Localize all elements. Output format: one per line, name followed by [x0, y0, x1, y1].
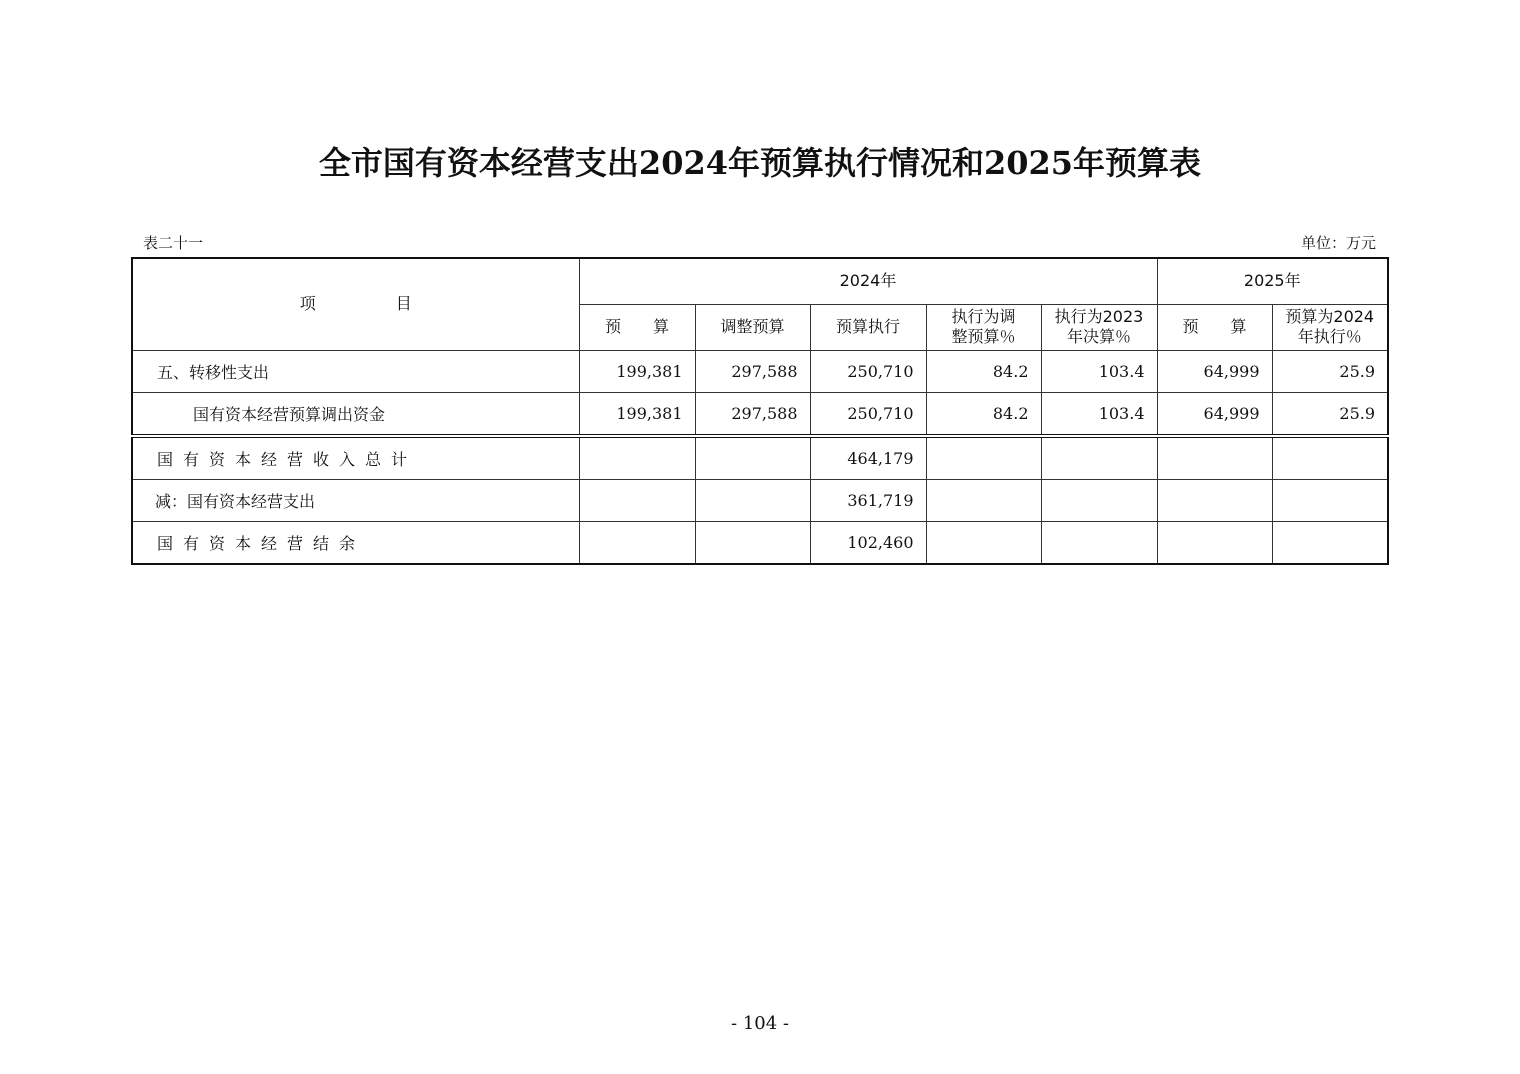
cell-budget-2025: 64,999 [1157, 392, 1272, 436]
header-budget-2024: 预 算 [579, 304, 695, 350]
cell-adjusted [695, 436, 810, 480]
cell-pct-adjusted: 84.2 [926, 392, 1041, 436]
cell-adjusted [695, 521, 810, 564]
header-item: 项 目 [132, 258, 579, 350]
header-year-2024: 2024年 [579, 258, 1157, 304]
cell-budget-2025 [1157, 521, 1272, 564]
cell-budget [579, 521, 695, 564]
table-row [132, 521, 1388, 564]
cell-budget-2025 [1157, 479, 1272, 521]
cell-budget: 199,381 [579, 350, 695, 392]
table-row [132, 350, 1388, 392]
header-exec-vs-2023 [1041, 304, 1157, 350]
cell-pct-2023: 103.4 [1041, 350, 1157, 392]
row-label: 五、转移性支出 [132, 350, 579, 392]
cell-pct-adjusted [926, 479, 1041, 521]
cell-pct-2024: 25.9 [1272, 392, 1388, 436]
table-row [132, 479, 1388, 521]
cell-budget-2025 [1157, 436, 1272, 480]
cell-pct-adjusted [926, 521, 1041, 564]
cell-pct-2024 [1272, 436, 1388, 480]
header-exec-vs-2023-line2: 年决算％ [1066, 327, 1131, 346]
cell-budget: 199,381 [579, 392, 695, 436]
cell-pct-2023: 103.4 [1041, 392, 1157, 436]
header-adjusted-budget: 调整预算 [695, 304, 810, 350]
header-budget-vs-2024-line2: 年执行％ [1297, 327, 1362, 346]
cell-execution: 361,719 [810, 479, 926, 521]
cell-pct-2024 [1272, 521, 1388, 564]
header-budget-vs-2024-line1: 预算为2024 [1285, 307, 1375, 326]
row-label: 减：国有资本经营支出 [132, 479, 579, 521]
header-budget-execution: 预算执行 [810, 304, 926, 350]
cell-execution: 464,179 [810, 436, 926, 480]
table-row [132, 436, 1388, 480]
page-title: 全市国有资本经营支出2024年预算执行情况和2025年预算表 [318, 144, 1202, 182]
cell-budget-2025: 64,999 [1157, 350, 1272, 392]
cell-pct-2023 [1041, 479, 1157, 521]
cell-execution: 250,710 [810, 350, 926, 392]
header-exec-vs-adjusted-line1: 执行为调 [951, 307, 1016, 326]
header-budget-2025: 预 算 [1157, 304, 1272, 350]
cell-pct-adjusted [926, 436, 1041, 480]
cell-pct-adjusted: 84.2 [926, 350, 1041, 392]
header-year-2025: 2025年 [1157, 258, 1388, 304]
header-exec-vs-adjusted [926, 304, 1041, 350]
cell-budget [579, 479, 695, 521]
cell-adjusted: 297,588 [695, 392, 810, 436]
cell-execution: 102,460 [810, 521, 926, 564]
cell-pct-2023 [1041, 521, 1157, 564]
budget-table [131, 257, 1389, 565]
header-budget-vs-2024 [1272, 304, 1388, 350]
table-row [132, 392, 1388, 436]
header-exec-vs-2023-line1: 执行为2023 [1054, 307, 1144, 326]
cell-pct-2023 [1041, 436, 1157, 480]
header-exec-vs-adjusted-line2: 整预算％ [951, 327, 1016, 346]
cell-adjusted: 297,588 [695, 350, 810, 392]
row-label: 国有资本经营结余 [132, 521, 579, 564]
cell-execution: 250,710 [810, 392, 926, 436]
unit-label: 单位：万元 [1300, 234, 1376, 252]
page-number: - 104 - [731, 1013, 789, 1034]
row-label: 国有资本经营收入总计 [132, 436, 579, 480]
cell-pct-2024: 25.9 [1272, 350, 1388, 392]
cell-pct-2024 [1272, 479, 1388, 521]
row-label: 国有资本经营预算调出资金 [132, 392, 579, 436]
cell-adjusted [695, 479, 810, 521]
cell-budget [579, 436, 695, 480]
table-number: 表二十一 [143, 234, 204, 252]
